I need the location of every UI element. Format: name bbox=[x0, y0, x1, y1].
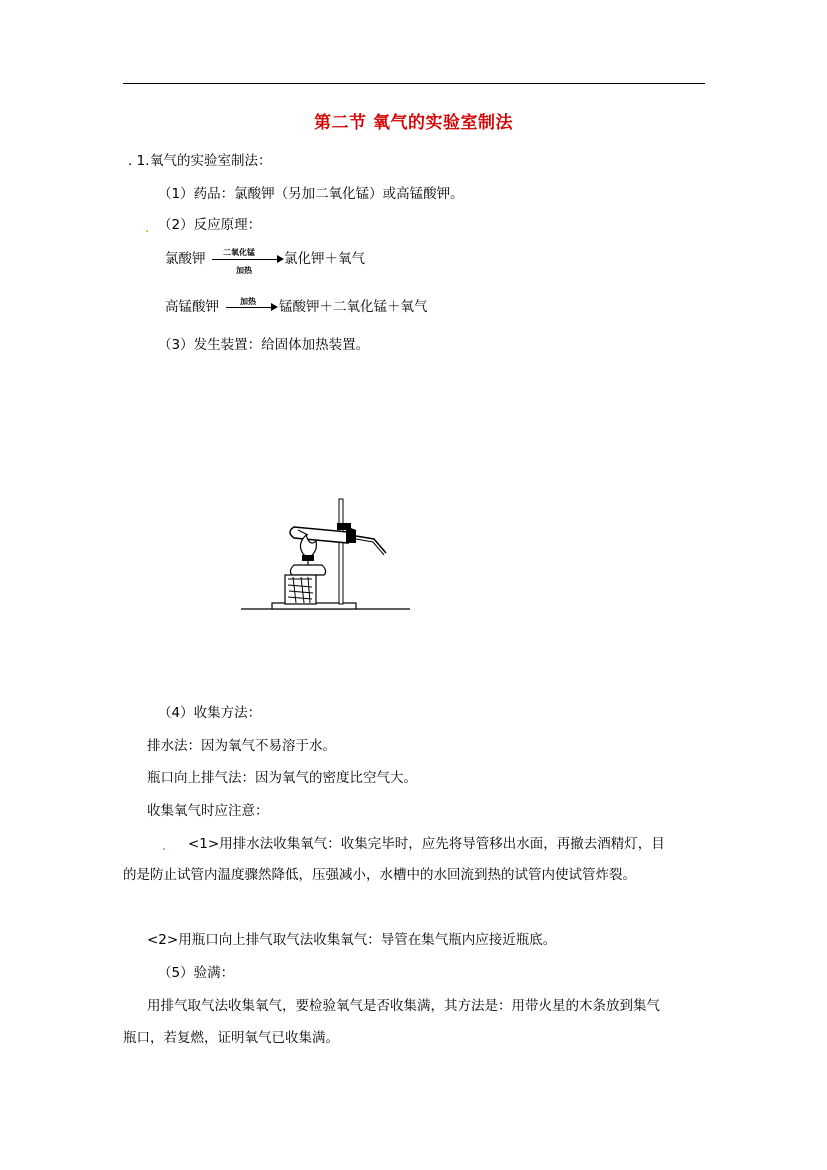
item-drugs: （1）药品：氯酸钾（另加二氧化锰）或高锰酸钾。 bbox=[158, 186, 464, 202]
note2: <2>用瓶口向上排气取气法收集氧气：导管在集气瓶内应接近瓶底。 bbox=[147, 932, 557, 948]
eq2-arrowhead-icon bbox=[271, 303, 278, 311]
header-rule bbox=[123, 83, 705, 84]
eq1-arrowhead-icon bbox=[277, 255, 284, 263]
eq1-reactant: 氯酸钾 bbox=[165, 251, 206, 267]
check-line2: 瓶口，若复燃，证明氧气已收集满。 bbox=[123, 1030, 339, 1046]
eq1-condition-top: 二氧化锰 bbox=[223, 248, 255, 257]
eq1-products: 氯化钾＋氧气 bbox=[284, 251, 365, 267]
note1-line1: <1>用排水法收集氧气：收集完毕时，应先将导管移出水面，再撤去酒精灯，目 bbox=[188, 836, 665, 852]
note1-marker: . bbox=[162, 838, 167, 854]
section-heading: 氧气的实验室制法： bbox=[150, 153, 272, 169]
item-reaction-principle: （2）反应原理： bbox=[158, 217, 262, 233]
page-title: 第二节 氧气的实验室制法 bbox=[314, 113, 513, 133]
eq2-reactant: 高锰酸钾 bbox=[165, 299, 219, 315]
item2-marker: . bbox=[145, 220, 150, 236]
item-check-full: （5）验满： bbox=[158, 965, 235, 981]
eq2-products: 锰酸钾＋二氧化锰＋氧气 bbox=[279, 299, 428, 315]
oxygen-generation-apparatus-icon bbox=[238, 495, 413, 613]
section-marker: . 1. bbox=[128, 153, 150, 169]
eq1-condition-bottom: 加热 bbox=[236, 266, 252, 275]
water-displacement-method: 排水法：因为氧气不易溶于水。 bbox=[147, 738, 336, 754]
check-line1: 用排气取气法收集氧气，要检验氧气是否收集满，其方法是：用带火星的木条放到集气 bbox=[147, 998, 660, 1014]
eq2-condition-top: 加热 bbox=[240, 297, 256, 306]
collection-notes-heading: 收集氧气时应注意： bbox=[147, 803, 269, 819]
eq1-arrow bbox=[212, 259, 278, 260]
note1-line2: 的是防止试管内温度骤然降低，压强减小，水槽中的水回流到热的试管内使试管炸裂。 bbox=[123, 867, 636, 883]
item-apparatus: （3）发生装置：给固体加热装置。 bbox=[158, 337, 370, 353]
upward-air-displacement-method: 瓶口向上排气法：因为氧气的密度比空气大。 bbox=[147, 770, 417, 786]
item-collection-methods: （4）收集方法： bbox=[158, 705, 262, 721]
eq2-arrow bbox=[226, 307, 272, 308]
